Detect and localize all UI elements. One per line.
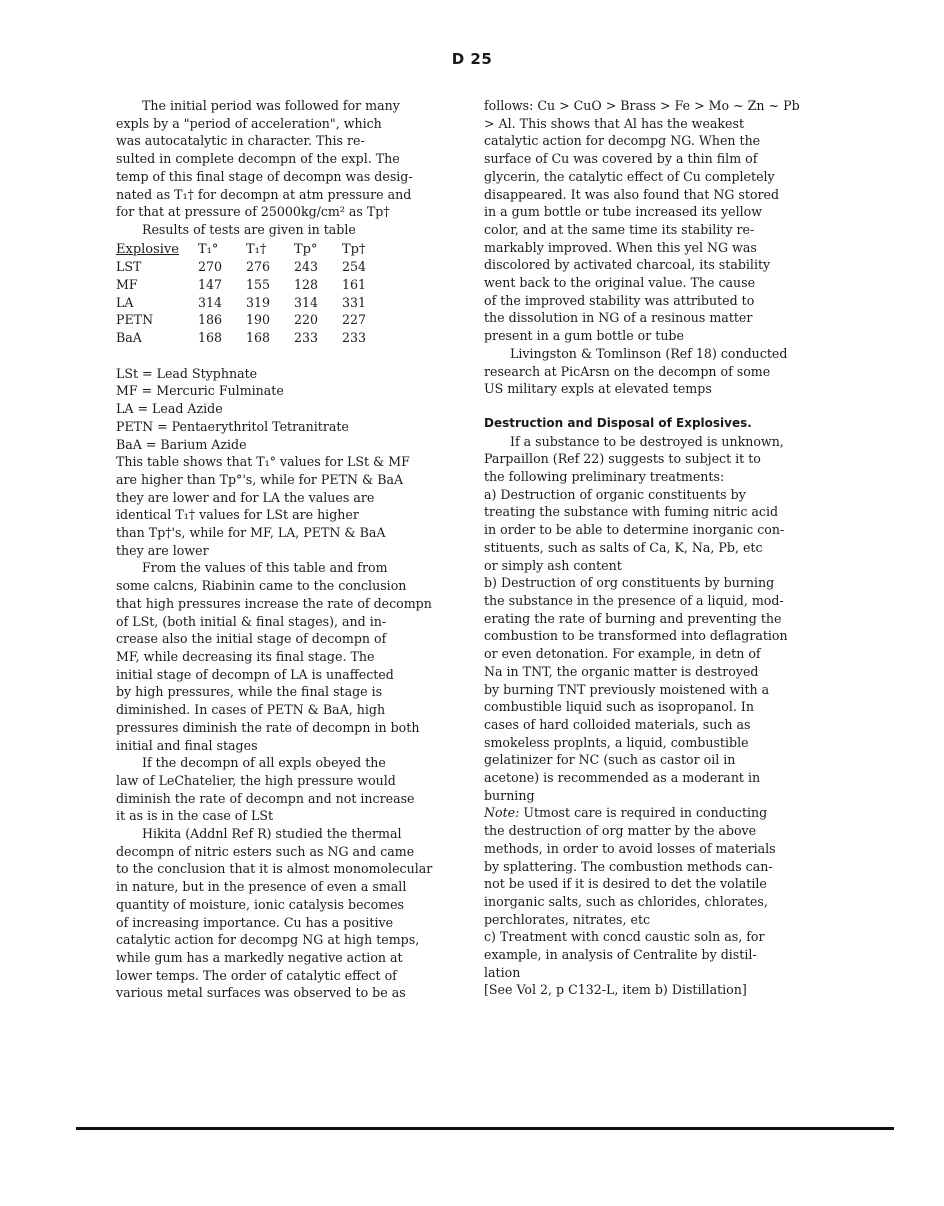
note-text: Utmost care is required in conducting the destruction of org matter by the above methods, in order to avoid losses of materials by splattering. The combustion methods can- not be used if it is desired to det the volatile inorganic salts, such as chlorides, chlorates, perchlorates, nitrates, etc [484, 805, 776, 927]
table-header-cell: T₁° [198, 241, 219, 257]
table-cell: 147 [198, 277, 223, 292]
table-row [116, 276, 446, 294]
table-cell: 186 [198, 312, 223, 328]
left-para-2: This table shows that T₁° values for LSt & MF are higher than Tp°'s, while for PETN & BaA they are lower and for LA the values are identical T₁† values for LSt are higher than Tp†'s, while for MF, LA, PETN & BaA they are lower [116, 454, 410, 558]
table-row [116, 329, 446, 347]
right-para-2: Livingston & Tomlinson (Ref 18) conducted research at PicArsn on the decompn of some US military expls at elevated temps [484, 345, 788, 397]
pressure-table [116, 241, 446, 347]
legend-item: BaA = Barium Azide [116, 436, 247, 452]
note-paragraph [484, 804, 814, 928]
table-cell: 233 [294, 330, 319, 346]
table-header-cell: Tp° [294, 241, 318, 257]
table-cell: 243 [294, 259, 319, 275]
left-column [116, 97, 446, 1002]
right-column [484, 97, 814, 999]
left-para-1: The initial period was followed for many expls by a "period of acceleration", which was autocatalytic in character. This re- sulted in complete decompn of the expl. The temp of this final stage of decompn was desig- nated as T₁† for decompn at atm pressure and for that at pressure of 25000kg/cm² as Tp† [116, 98, 413, 220]
table-cell: LA [116, 294, 134, 310]
table-cell: 233 [342, 330, 367, 346]
table-header-cell: Tp† [342, 241, 366, 257]
table-cell: 168 [198, 330, 223, 346]
table-row [116, 258, 446, 276]
table-cell: 254 [342, 259, 367, 275]
left-para-5: Hikita (Addnl Ref R) studied the thermal decompn of nitric esters such as NG and came to the conclusion that it is almost monomolecular in nature, but in the presence of even a small quantity of moisture, ionic catalysis becomes of increasing importance. Cu has a positive catalytic action for decompg NG at high temps, while gum has a markedly negative action at lower temps. The order of catalytic effect of various metal surfaces was observed to be as [116, 826, 433, 1001]
legend-item: LSt = Lead Styphnate [116, 365, 258, 381]
abbreviation-legend [116, 365, 446, 454]
section-title: Destruction and Disposal of Explosives. [484, 415, 752, 430]
legend-item: LA = Lead Azide [116, 401, 223, 417]
table-cell: MF [116, 277, 138, 292]
table-cell: 319 [246, 294, 271, 310]
table-row [116, 294, 446, 312]
table-cell: LST [116, 259, 142, 275]
table-cell: 314 [198, 294, 223, 310]
table-cell: 161 [342, 277, 367, 292]
table-cell: 276 [246, 259, 271, 275]
right-para-1: follows: Cu > CuO > Brass > Fe > Mo ~ Zn ~ Pb > Al. This shows that Al has the weakest catalytic action for decompg NG. When the surface of Cu was covered by a thin film of glycerin, the catalytic effect of Cu completely disappeared. It was also found that NG stored in a gum bottle or tube increased its yellow color, and at the same time its stability re- markably improved. When this yel NG was discolored by activated charcoal, its stability went back to the original value. The cause of the improved stability was attributed to the dissolution in NG of a resinous matter present in a gum bottle or tube [484, 98, 800, 344]
bottom-rule [76, 1127, 894, 1130]
legend-item: MF = Mercuric Fulminate [116, 383, 284, 399]
table-cell: 331 [342, 294, 367, 310]
page-number: D 25 [451, 50, 493, 68]
right-para-4: c) Treatment with concd caustic soln as, for example, in analysis of Centralite by distil- lation [See Vol 2, p C132-L, item b) Distillation] [484, 929, 765, 998]
table-cell: 155 [246, 277, 271, 292]
table-cell: 227 [342, 312, 367, 328]
table-cell: 128 [294, 277, 319, 292]
table-cell: PETN [116, 312, 154, 328]
left-para-4: If the decompn of all expls obeyed the law of LeChatelier, the high pressure would diminish the rate of decompn and not increase it as is in the case of LSt [116, 755, 415, 824]
table-cell: 314 [294, 294, 319, 310]
legend-item: PETN = Pentaerythritol Tetranitrate [116, 418, 349, 434]
table-header-cell: T₁† [246, 241, 267, 257]
table-header-row [116, 241, 446, 259]
table-cell: 168 [246, 330, 271, 346]
table-cell: 270 [198, 259, 223, 275]
table-intro: Results of tests are given in table [142, 221, 356, 237]
right-para-3: If a substance to be destroyed is unknown, Parpaillon (Ref 22) suggests to subject it to the following preliminary treatments: a) Destruction of organic constituents by treating the substance with fuming nitric acid in order to be able to determine inorganic con- stituents, such as salts of Ca, K, Na, Pb, etc or simply ash content b) Destruction of org constituents by burning the substance in the presence of a liquid, mod- erating the rate of burning and preventing the combustion to be transformed into deflagration or even detonation. For example, in detn of Na in TNT, the organic matter is destroyed by burning TNT previously moistened with a combustible liquid such as isopropanol. In cases of hard colloided materials, such as smokeless proplnts, a liquid, combustible gelatinizer for NC (such as castor oil in acetone) is recommended as a moderant in burning [484, 433, 788, 803]
table-row [116, 311, 446, 329]
table-cell: 220 [294, 312, 319, 328]
table-cell: BaA [116, 330, 142, 346]
table-header-cell: Explosive [116, 241, 179, 257]
note-label: Note: [484, 805, 520, 821]
table-cell: 190 [246, 312, 271, 328]
left-para-3: From the values of this table and from some calcns, Riabinin came to the conclusion that high pressures increase the rate of decompn of LSt, (both initial & final stages), and in- crease also the initial stage of decompn of MF, while decreasing its final stage. The initial stage of decompn of LA is unaffected by high pressures, while the final stage is diminished. In cases of PETN & BaA, high pressures diminish the rate of decompn in both initial and final stages [116, 560, 432, 753]
